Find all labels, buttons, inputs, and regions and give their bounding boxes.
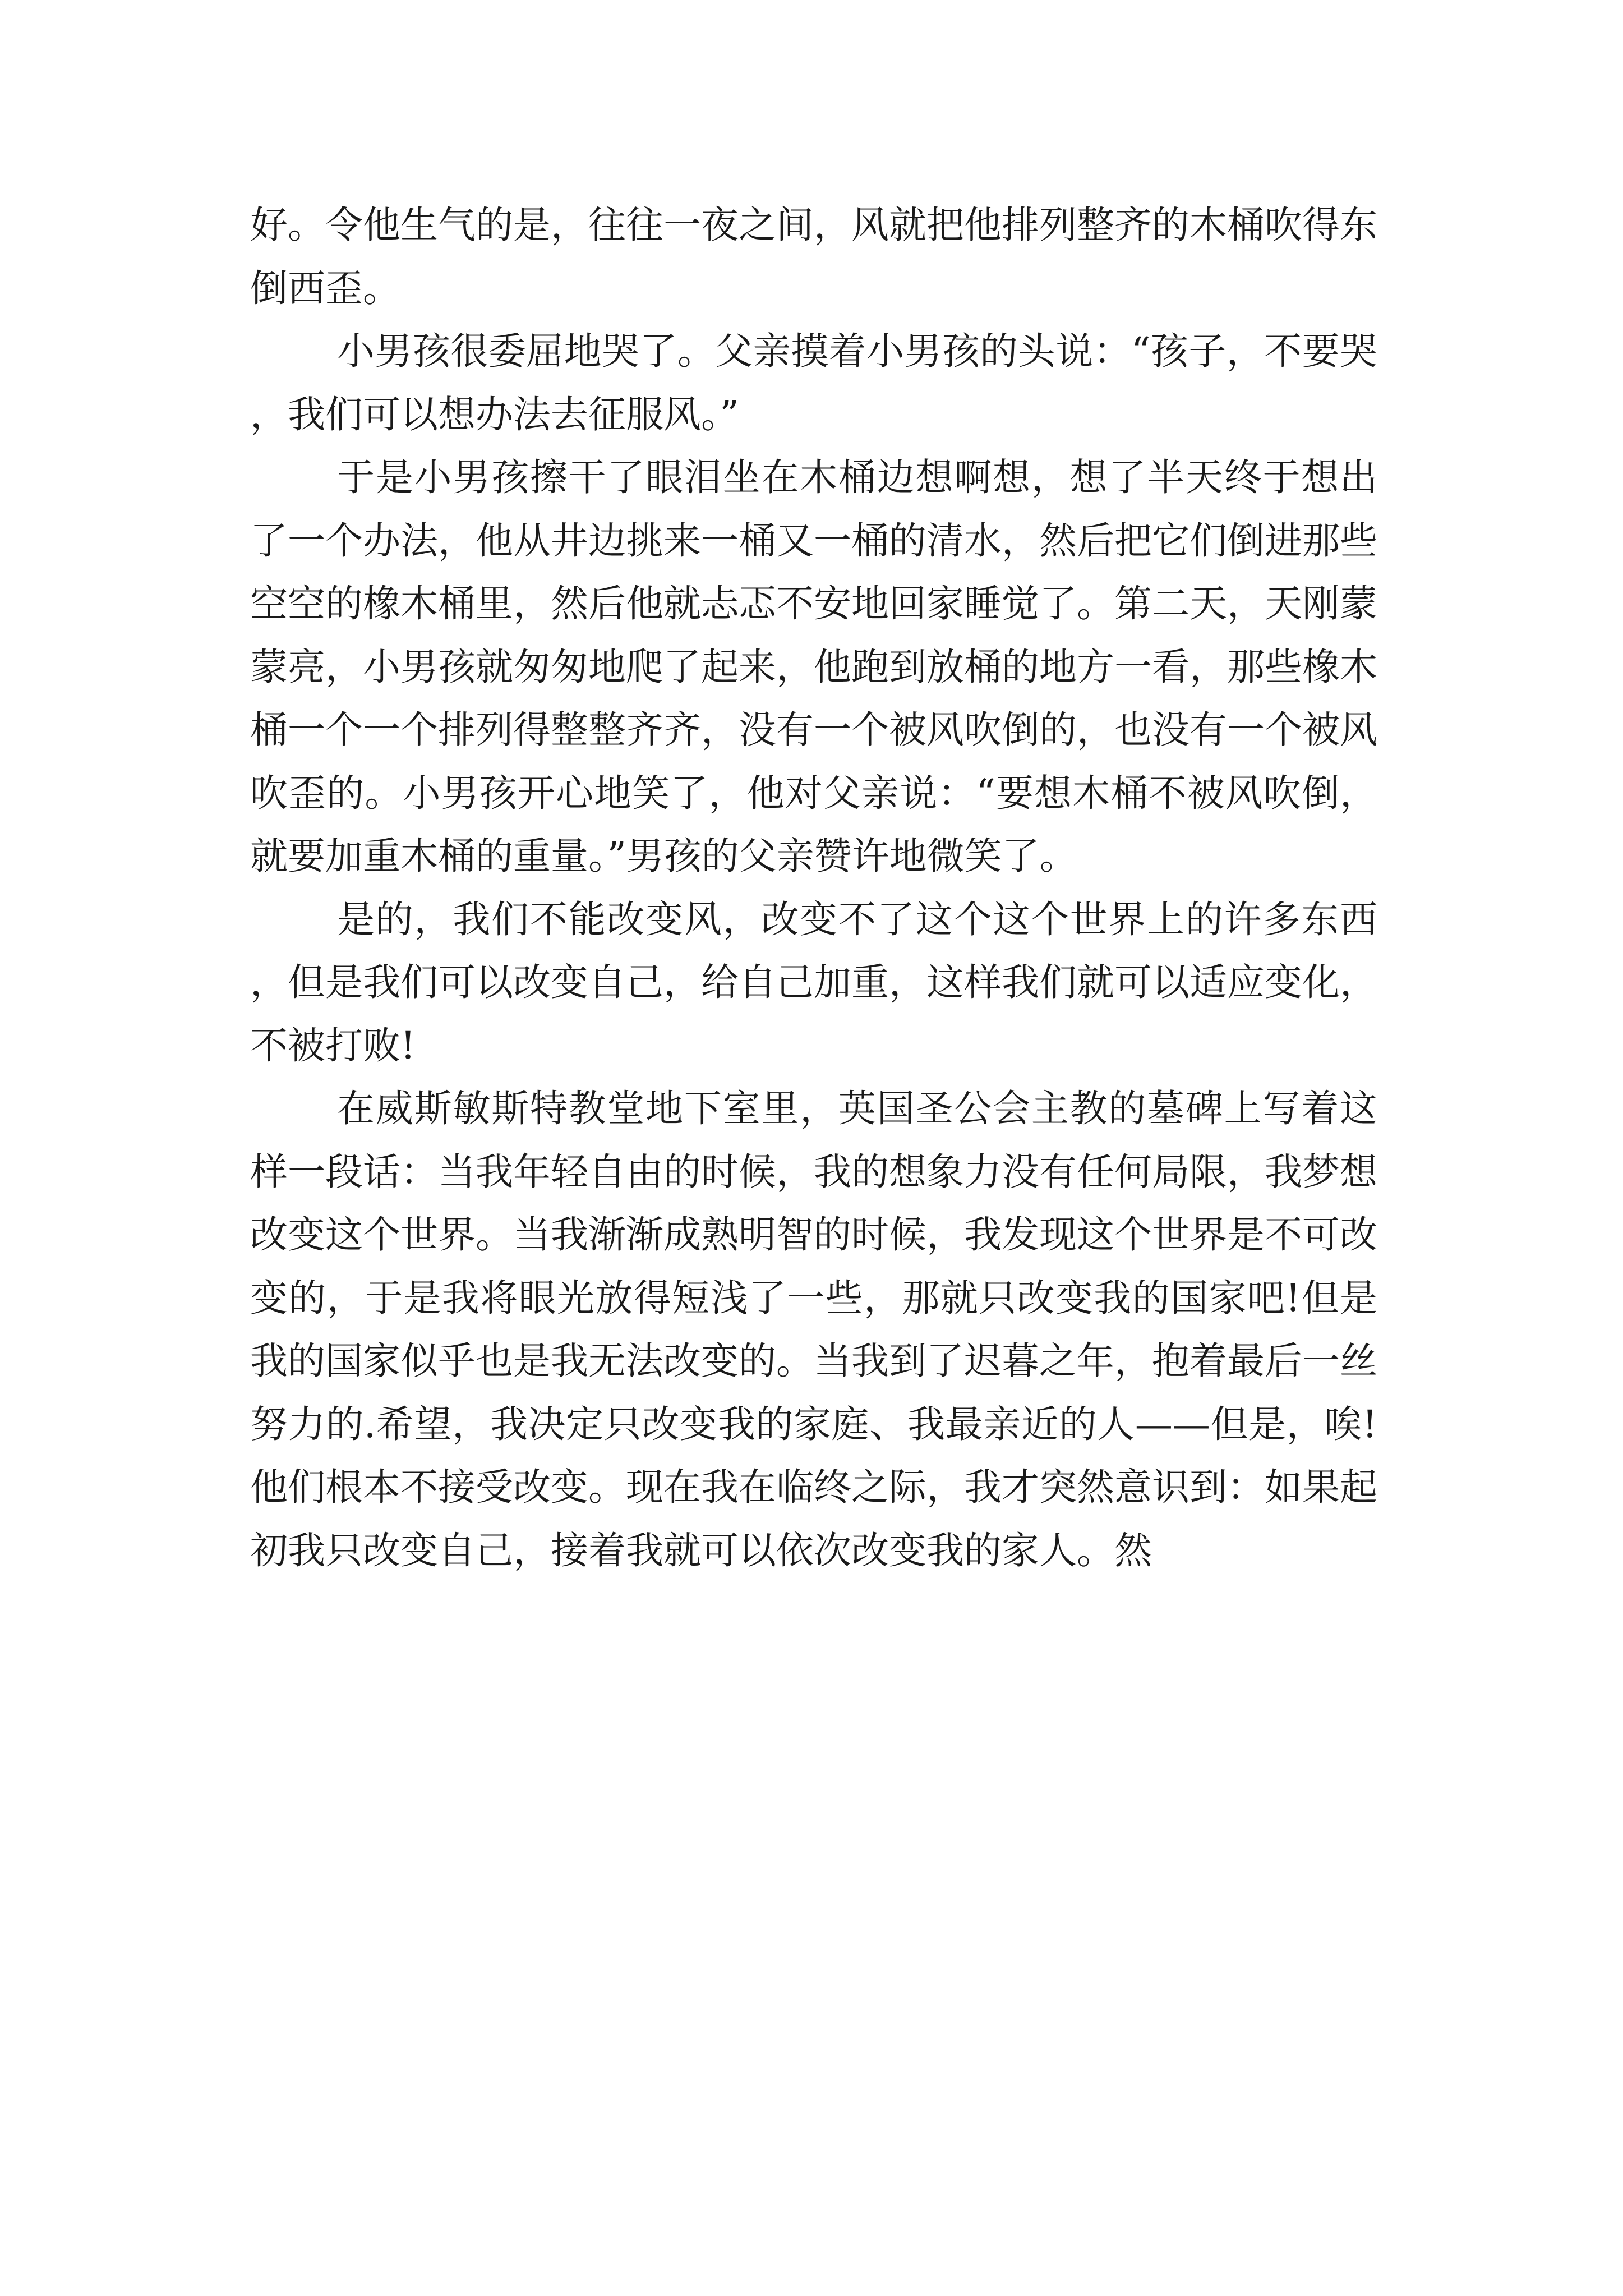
document-body [250,194,1377,1582]
paragraph-3: 于是小男孩擦干了眼泪坐在木桶边想啊想，想了半天终于想出了一个办法，他从井边挑来一桶又一桶的清水，然后把它们倒进那些空空的橡木桶里，然后他就忐忑不安地回家睡觉了。第二天，天刚蒙蒙亮，小男孩就匆匆地爬了起来，他跑到放桶的地方一看，那些橡木桶一个一个排列得整整齐齐，没有一个被风吹倒的，也没有一个被风吹歪的。小男孩开心地笑了，他对父亲说：“要想木桶不被风吹倒，就要加重木桶的重量。”男孩的父亲赞许地微笑了。 [250,455,1377,878]
paragraph-1: 好。令他生气的是，往往一夜之间，风就把他排列整齐的木桶吹得东倒西歪。 [250,203,1377,310]
paragraph-4: 是的，我们不能改变风，改变不了这个这个世界上的许多东西，但是我们可以改变自己，给自己加重，这样我们就可以适应变化，不被打败! [250,897,1377,1068]
paragraph-5: 在威斯敏斯特教堂地下室里，英国圣公会主教的墓碑上写着这样一段话：当我年轻自由的时候，我的想象力没有任何局限，我梦想改变这个世界。当我渐渐成熟明智的时候，我发现这个世界是不可改变的，于是我将眼光放得短浅了一些，那就只改变我的国家吧!但是我的国家似乎也是我无法改变的。当我到了迟暮之年，抱着最后一丝努力的.希望，我决定只改变我的家庭、我最亲近的人——但是，唉!他们根本不接受改变。现在我在临终之际，我才突然意识到：如果起初我只改变自己，接着我就可以依次改变我的家人。然 [250,1087,1377,1572]
paragraph-2: 小男孩很委屈地哭了。父亲摸着小男孩的头说：“孩子，不要哭，我们可以想办法去征服风。” [250,329,1377,436]
